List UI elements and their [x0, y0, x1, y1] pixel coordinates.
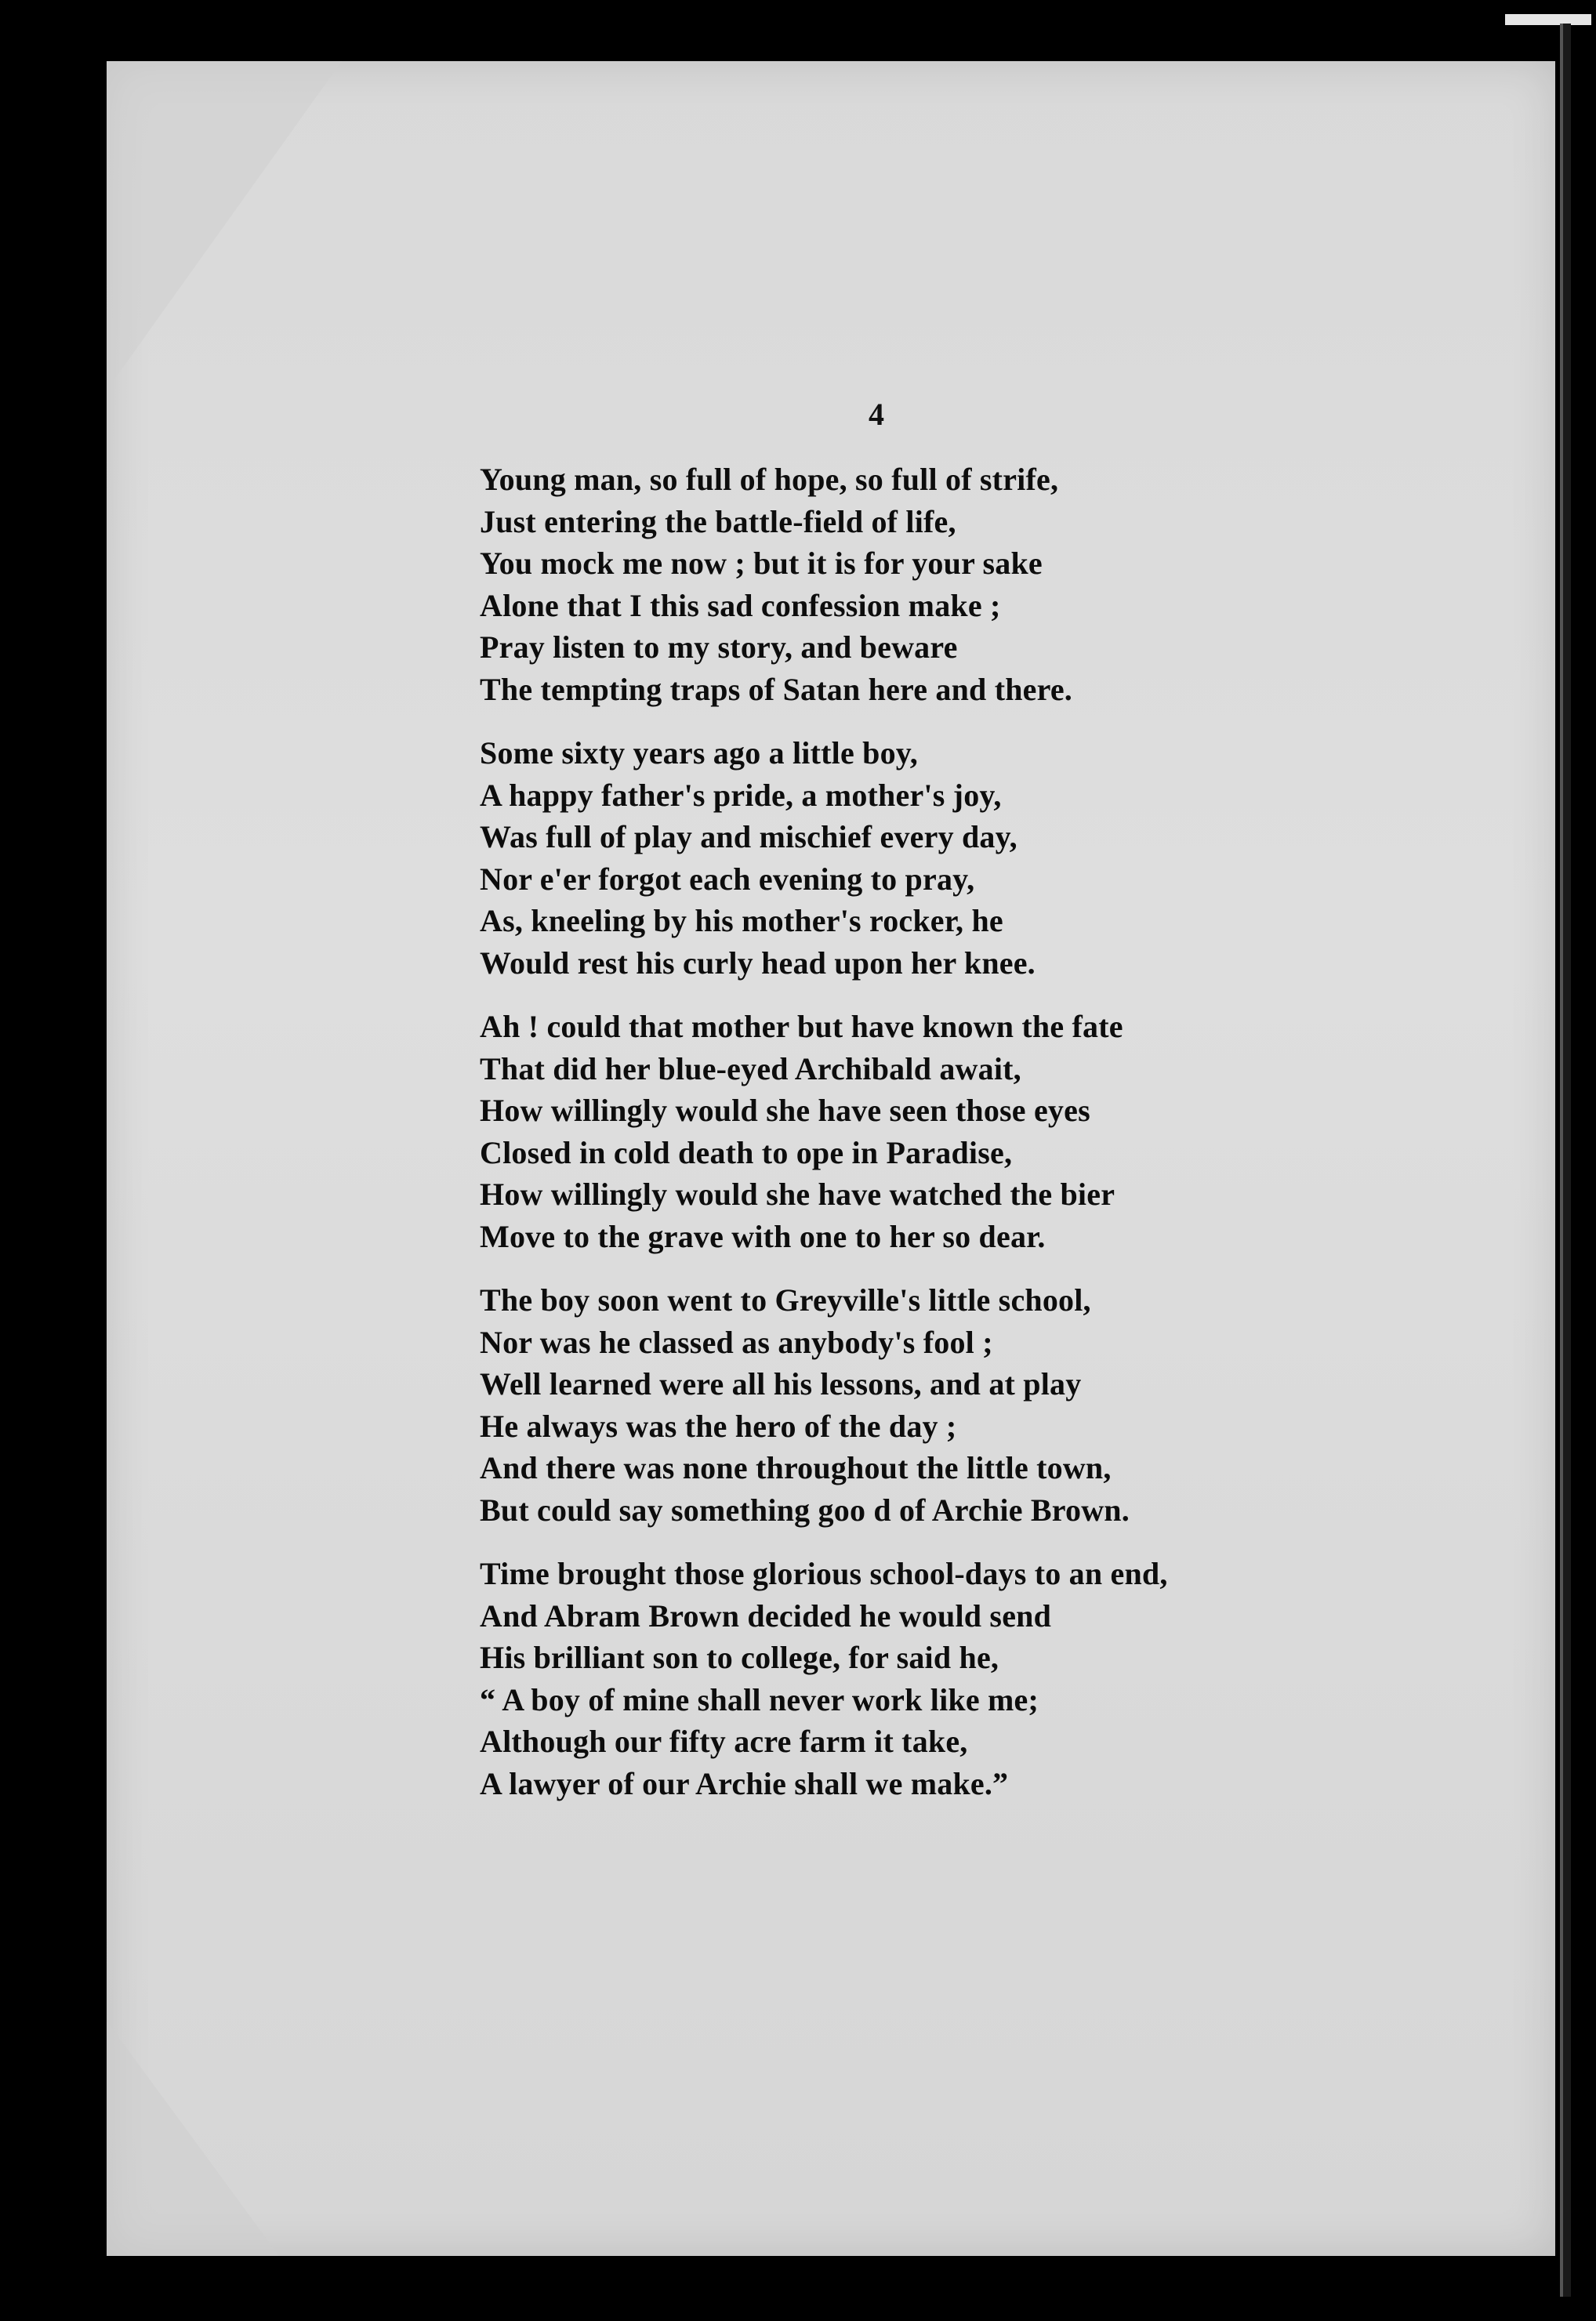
poem-line: Time brought those glorious school-days to an end, — [480, 1556, 1168, 1591]
poem-line: Alone that I this sad confession make ; — [480, 587, 1001, 623]
poem-line: He always was the hero of the day ; — [480, 1408, 957, 1444]
stanza — [480, 1006, 1168, 1257]
page-fold-bottom — [107, 2021, 279, 2256]
poem-text — [480, 459, 1168, 1826]
poem-line: A happy father's pride, a mother's joy, — [480, 777, 1002, 813]
scan-edge-mark — [1505, 14, 1591, 25]
poem-line: And Abram Brown decided he would send — [480, 1598, 1052, 1634]
poem-line: Move to the grave with one to her so dear. — [480, 1218, 1046, 1254]
stanza — [480, 732, 1168, 984]
poem-line: The boy soon went to Greyville's little school, — [480, 1282, 1091, 1318]
poem-line: How willingly would she have seen those eyes — [480, 1093, 1090, 1128]
poem-line: Just entering the battle-field of life, — [480, 503, 956, 539]
poem-line: A lawyer of our Archie shall we make.” — [480, 1765, 1009, 1801]
page-fold-top — [107, 61, 342, 390]
poem-line: The tempting traps of Satan here and there. — [480, 671, 1073, 707]
poem-line: Would rest his curly head upon her knee. — [480, 945, 1036, 981]
poem-line: How willingly would she have watched the bier — [480, 1177, 1115, 1212]
page-number: 4 — [869, 397, 884, 432]
poem-line: But could say something goo d of Archie Brown. — [480, 1492, 1130, 1528]
stanza — [480, 459, 1168, 710]
poem-line: Nor e'er forgot each evening to pray, — [480, 861, 975, 897]
stanza — [480, 1553, 1168, 1804]
poem-line: As, kneeling by his mother's rocker, he — [480, 903, 1003, 938]
poem-line: And there was none throughout the little town, — [480, 1450, 1112, 1485]
poem-line: Well learned were all his lessons, and at play — [480, 1366, 1082, 1402]
poem-line: Young man, so full of hope, so full of strife, — [480, 462, 1059, 497]
poem-line: Closed in cold death to ope in Paradise, — [480, 1134, 1013, 1170]
poem-line: You mock me now ; but it is for your sake — [480, 546, 1043, 581]
scan-right-border — [1560, 24, 1571, 2297]
poem-line: Nor was he classed as anybody's fool ; — [480, 1324, 993, 1360]
poem-line: Although our fifty acre farm it take, — [480, 1724, 968, 1759]
poem-line: Ah ! could that mother but have known the fate — [480, 1009, 1123, 1044]
poem-line: That did her blue-eyed Archibald await, — [480, 1050, 1021, 1086]
poem-line: Some sixty years ago a little boy, — [480, 735, 918, 771]
poem-line: “ A boy of mine shall never work like me; — [480, 1681, 1039, 1717]
poem-line: His brilliant son to college, for said he, — [480, 1640, 999, 1675]
poem-line: Was full of play and mischief every day, — [480, 819, 1017, 854]
stanza — [480, 1279, 1168, 1531]
poem-line: Pray listen to my story, and beware — [480, 629, 958, 665]
